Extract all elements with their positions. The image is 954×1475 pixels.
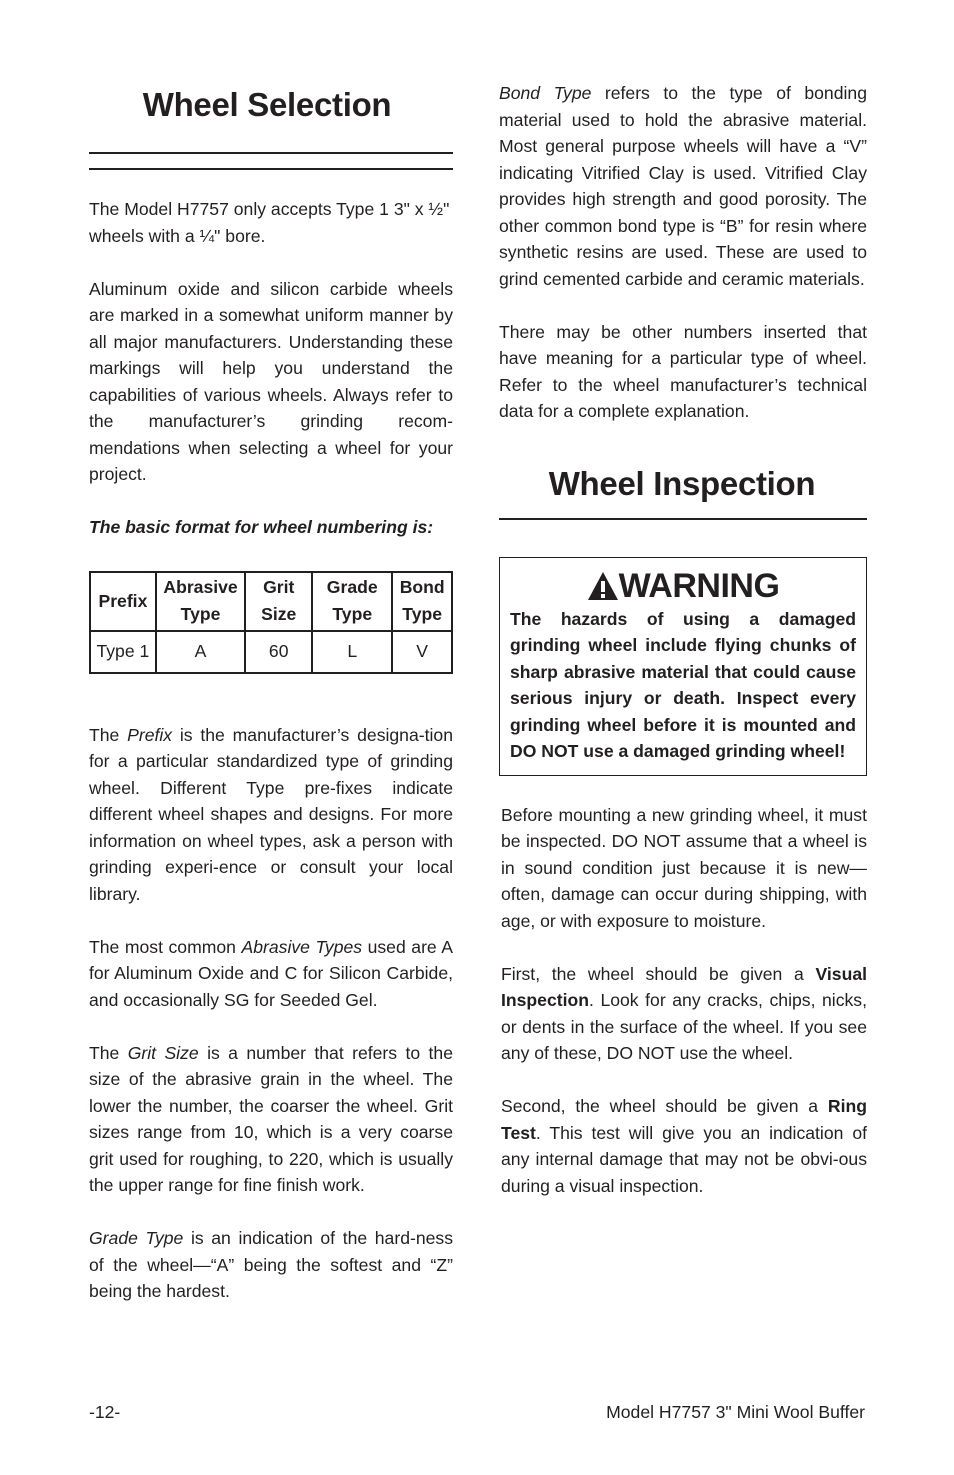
paragraph-visual-inspection: First, the wheel should be given a Visual Inspection. Look for any cracks, chips, nicks, or dents in the surface of the wheel. If you see any of these, DO NOT use the wheel. bbox=[501, 963, 867, 1063]
paragraph-markings: Aluminum oxide and silicon carbide wheels are marked in a somewhat uniform manner by all major manufacturers. Understanding these markings will help you understand the capabilities of various wheels. Always refer to the manufacturer’s grinding recom-mendations when selecting a wheel for your project. bbox=[89, 278, 453, 484]
paragraph-prefix: The Prefix is the manufacturer’s designa-tion for a particular standardized type of grinding wheel. Different Type pre-fixes indicate different wheel shapes and designs. For more information on wheel types, ask a person with grinding experi-ence or consult your local library. bbox=[89, 724, 453, 904]
table-cell-abrasive-type: A bbox=[156, 631, 245, 673]
table-header-prefix: Prefix bbox=[90, 572, 156, 631]
warning-triangle-icon bbox=[587, 571, 619, 601]
table-header-bond-type: Bond Type bbox=[392, 572, 452, 631]
paragraph-ring-test: Second, the wheel should be given a Ring Test. This test will give you an indication of any internal damage that may not be obvi-ous during a visual inspection. bbox=[501, 1096, 867, 1196]
warning-box bbox=[499, 557, 867, 776]
section-heading-wheel-inspection: Wheel Inspection bbox=[548, 464, 816, 502]
warning-text: The hazards of using a damaged grinding wheel include flying chunks of sharp abrasive material that could cause serious injury or death. Inspect every grinding wheel before it is mounted and DO NOT use a damaged grinding wheel! bbox=[510, 608, 856, 761]
paragraph-other-numbers: There may be other numbers inserted that have meaning for a particular type of wheel. Refer to the wheel manufacturer’s technical data for a complete explanation. bbox=[499, 321, 867, 421]
table-header-row bbox=[90, 572, 452, 631]
left-column bbox=[89, 80, 453, 1305]
paragraph-grit-size: The Grit Size is a number that refers to the size of the abrasive grain in the wheel. The lower the number, the coarser the wheel. Grit sizes range from 10, which is a very coarse grit used for roughing, to 220, which is usually the upper range for fine finish work. bbox=[89, 1042, 453, 1195]
paragraph-model-accepts: The Model H7757 only accepts Type 1 3" x ½" wheels with a ¼" bore. bbox=[89, 199, 450, 246]
page-number: -12- bbox=[89, 1402, 121, 1422]
table-header-grade-type: Grade Type bbox=[312, 572, 392, 631]
table-header-abrasive-type: Abrasive Type bbox=[156, 572, 245, 631]
table-cell-grade-type: L bbox=[312, 631, 392, 673]
table-cell-prefix: Type 1 bbox=[90, 631, 156, 673]
heading-rule bbox=[89, 152, 453, 170]
table-cell-bond-type: V bbox=[392, 631, 452, 673]
paragraph-grade-type: Grade Type is an indication of the hard-ness of the wheel—“A” being the softest and “Z” being the hardest. bbox=[89, 1228, 453, 1301]
footer-model: Model H7757 3" Mini Wool Buffer bbox=[606, 1402, 865, 1422]
right-column bbox=[499, 80, 867, 1199]
paragraph-abrasive-types: The most common Abrasive Types used are A for Aluminum Oxide and C for Silicon Carbide, and occasionally SG for Seeded Gel. bbox=[89, 936, 453, 1010]
warning-title: WARNING bbox=[510, 566, 856, 606]
table-header-grit-size: Grit Size bbox=[245, 572, 312, 631]
paragraph-before-mounting: Before mounting a new grinding wheel, it must be inspected. DO NOT assume that a wheel is in sound condition just because it is new—often, damage can occur during shipping, with age, or with exposure to moisture. bbox=[501, 804, 867, 931]
paragraph-format-intro: The basic format for wheel numbering is: bbox=[89, 517, 434, 537]
section-heading-wheel-selection: Wheel Selection bbox=[142, 86, 392, 123]
paragraph-bond-type: Bond Type refers to the type of bonding material used to hold the abrasive material. Most general purpose wheels will have a “V” indicating Vitrified Clay is used. Vitrified Clay provides high strength and good porosity. The other common bond type is “B” for resin where synthetic resins are used. These are used to grind cemented carbide and ceramic materials. bbox=[499, 83, 867, 289]
table-row bbox=[90, 631, 452, 673]
table-cell-grit-size: 60 bbox=[245, 631, 312, 673]
wheel-numbering-table bbox=[89, 571, 453, 674]
